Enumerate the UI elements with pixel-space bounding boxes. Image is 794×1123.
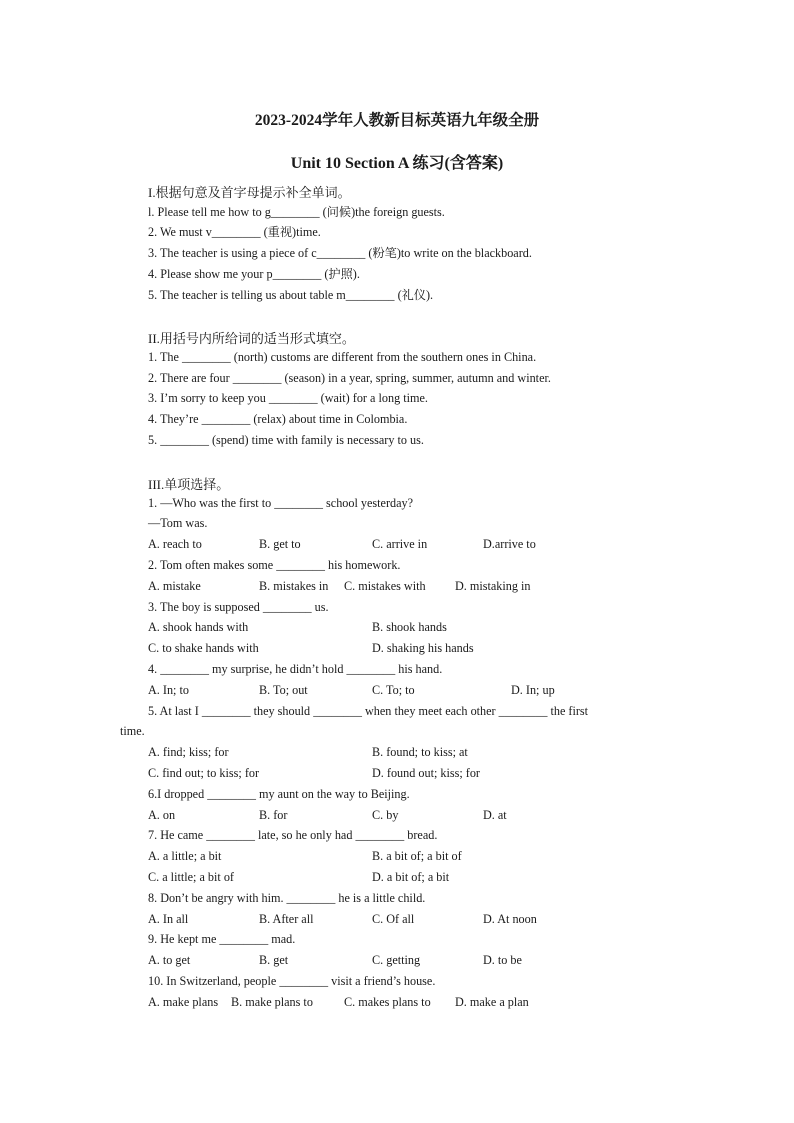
q3-option-c: C. to shake hands with <box>148 641 259 655</box>
part2-item: 2. There are four ________ (season) in a year, spring, summer, autumn and winter. <box>148 371 551 385</box>
q1-option-b: B. get to <box>259 537 301 551</box>
question-2: 2. Tom often makes some ________ his homework. <box>148 558 401 572</box>
q8-option-d: D. At noon <box>483 912 537 926</box>
question-7: 7. He came ________ late, so he only had ________ bread. <box>148 828 438 842</box>
part2-item: 4. They’re ________ (relax) about time in Colombia. <box>148 412 408 426</box>
q6-option-b: B. for <box>259 808 288 822</box>
q1-option-d: D.arrive to <box>483 537 536 551</box>
q9-option-b: B. get <box>259 953 289 967</box>
q7-option-d: D. a bit of; a bit <box>372 870 450 884</box>
question-5-continued: time. <box>120 724 145 738</box>
q4-option-c: C. To; to <box>372 683 415 697</box>
q5-option-a: A. find; kiss; for <box>148 745 229 759</box>
question-3: 3. The boy is supposed ________ us. <box>148 600 329 614</box>
q8-option-a: A. In all <box>148 912 189 926</box>
question-4: 4. ________ my surprise, he didn’t hold ________ his hand. <box>148 662 443 676</box>
document-title: 2023-2024学年人教新目标英语九年级全册 <box>254 112 540 129</box>
q3-option-b: B. shook hands <box>372 620 447 634</box>
part2-item: 1. The ________ (north) customs are different from the southern ones in China. <box>148 350 537 364</box>
q4-option-d: D. In; up <box>511 683 555 697</box>
q6-option-a: A. on <box>148 808 176 822</box>
q10-option-d: D. make a plan <box>455 995 529 1009</box>
part1-item: 4. Please show me your p________ (护照). <box>148 267 360 281</box>
q9-option-d: D. to be <box>483 953 522 967</box>
q2-option-a: A. mistake <box>148 579 201 593</box>
part1-item: 2. We must v________ (重视)time. <box>148 225 321 239</box>
question-9: 9. He kept me ________ mad. <box>148 932 296 946</box>
question-1: 1. —Who was the first to ________ school yesterday? <box>148 496 414 510</box>
question-5: 5. At last I ________ they should ________ when they meet each other ________ the first <box>148 704 589 718</box>
q2-option-d: D. mistaking in <box>455 579 531 593</box>
q1-option-c: C. arrive in <box>372 537 428 551</box>
question-10: 10. In Switzerland, people ________ visit a friend’s house. <box>148 974 436 988</box>
question-6: 6.I dropped ________ my aunt on the way to Beijing. <box>148 787 410 801</box>
part2-item: 5. ________ (spend) time with family is necessary to us. <box>148 433 424 447</box>
part2-heading: II.用括号内所给词的适当形式填空。 <box>148 331 355 346</box>
part2-item: 3. I’m sorry to keep you ________ (wait) for a long time. <box>148 391 428 405</box>
document-subtitle: Unit 10 Section A 练习(含答案) <box>290 155 504 172</box>
q5-option-b: B. found; to kiss; at <box>372 745 468 759</box>
q6-option-d: D. at <box>483 808 507 822</box>
q7-option-a: A. a little; a bit <box>148 849 222 863</box>
q10-option-a: A. make plans <box>148 995 219 1009</box>
q6-option-c: C. by <box>372 808 399 822</box>
q10-option-b: B. make plans to <box>231 995 313 1009</box>
q1-option-a: A. reach to <box>148 537 202 551</box>
q2-option-c: C. mistakes with <box>344 579 426 593</box>
q10-option-c: C. makes plans to <box>344 995 431 1009</box>
q5-option-d: D. found out; kiss; for <box>372 766 480 780</box>
q8-option-c: C. Of all <box>372 912 415 926</box>
part3-heading: III.单项选择。 <box>148 477 230 492</box>
part1-item: 3. The teacher is using a piece of c________ (粉笔)to write on the blackboard. <box>148 246 532 260</box>
q7-option-b: B. a bit of; a bit of <box>372 849 462 863</box>
q2-option-b: B. mistakes in <box>259 579 329 593</box>
part1-item: 5. The teacher is telling us about table m________ (礼仪). <box>148 288 434 302</box>
q3-option-a: A. shook hands with <box>148 620 249 634</box>
q5-option-c: C. find out; to kiss; for <box>148 766 260 780</box>
part1-heading: I.根据句意及首字母提示补全单词。 <box>148 185 351 200</box>
q9-option-c: C. getting <box>372 953 421 967</box>
q3-option-d: D. shaking his hands <box>372 641 474 655</box>
q4-option-a: A. In; to <box>148 683 189 697</box>
part1-item: l. Please tell me how to g________ (问候)the foreign guests. <box>148 205 445 219</box>
q9-option-a: A. to get <box>148 953 191 967</box>
question-1-answer-line: —Tom was. <box>148 516 208 530</box>
q8-option-b: B. After all <box>259 912 314 926</box>
question-8: 8. Don’t be angry with him. ________ he is a little child. <box>148 891 426 905</box>
q4-option-b: B. To; out <box>259 683 308 697</box>
q7-option-c: C. a little; a bit of <box>148 870 234 884</box>
